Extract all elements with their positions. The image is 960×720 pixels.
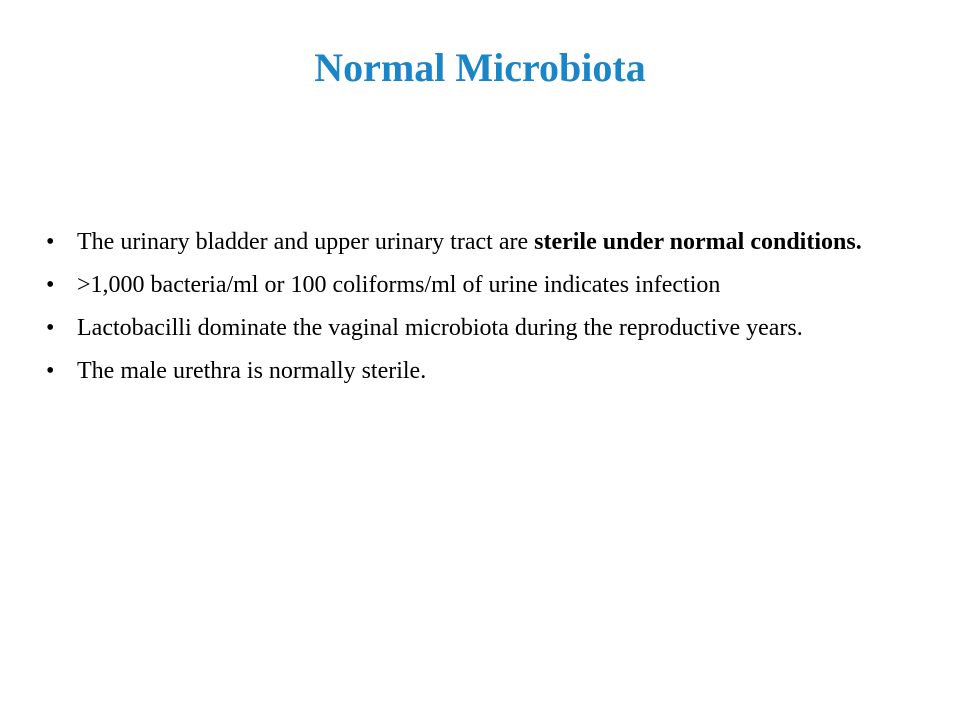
bullet-marker: • bbox=[46, 315, 55, 341]
bullet-list bbox=[46, 224, 886, 396]
bullet-text: Lactobacilli dominate the vaginal microbiota during the reproductive years. bbox=[77, 315, 803, 341]
bullet-text: The urinary bladder and upper urinary tract are bbox=[77, 229, 535, 255]
bullet-text: >1,000 bacteria/ml or 100 coliforms/ml of urine indicates infection bbox=[77, 272, 721, 298]
bullet-marker: • bbox=[46, 272, 55, 298]
bullet-bold-text: sterile under normal conditions. bbox=[534, 229, 862, 255]
bullet-marker: • bbox=[46, 229, 55, 255]
bullet-item bbox=[46, 310, 886, 346]
bullet-marker: • bbox=[46, 358, 55, 384]
bullet-item bbox=[46, 353, 886, 389]
slide-title: Normal Microbiota bbox=[314, 45, 646, 90]
bullet-item bbox=[46, 267, 886, 303]
bullet-text: The male urethra is normally sterile. bbox=[77, 358, 427, 384]
bullet-item bbox=[46, 224, 886, 260]
